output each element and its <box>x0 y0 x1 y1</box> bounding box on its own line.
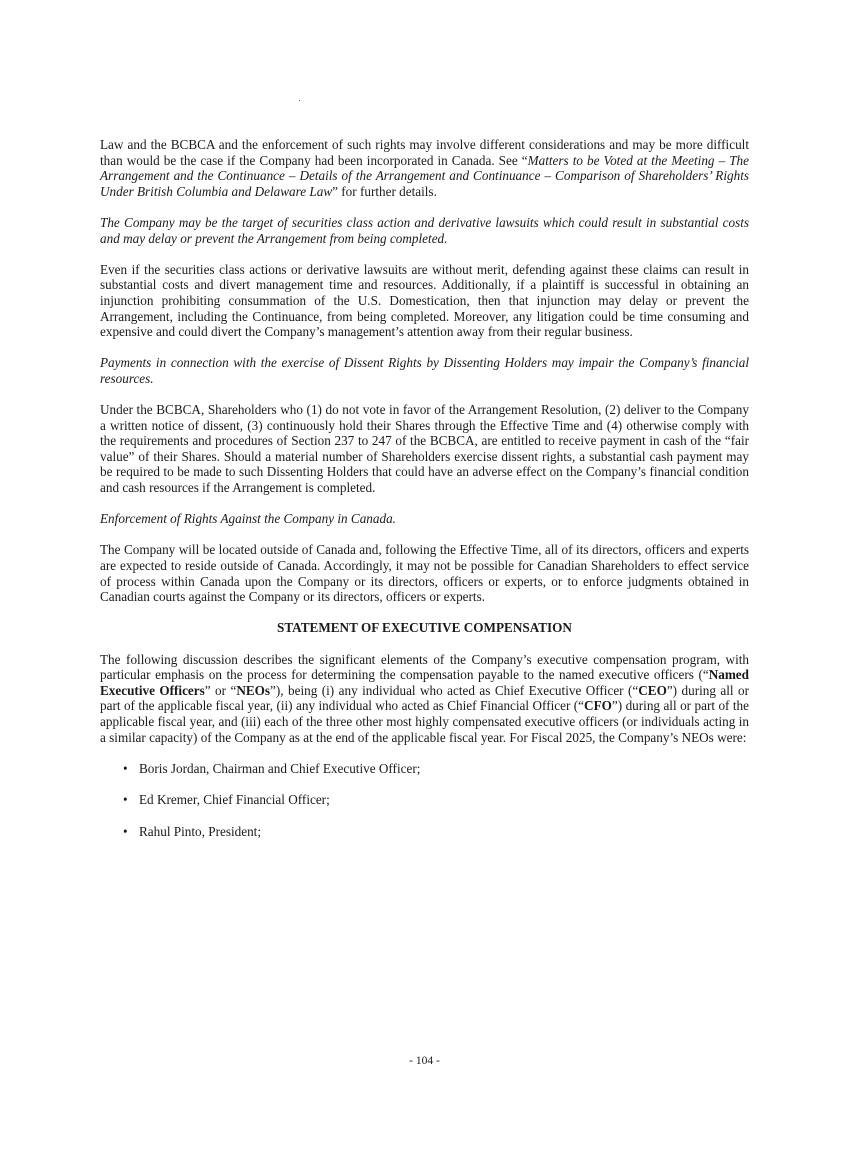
paragraph-laws-comparison: Law and the BCBCA and the enforcement of such rights may involve different considerations and may be more difficult than would be the case if the Company had been incorporated in Canada. See “Matters to be Voted at the Meeting – The Arrangement and the Continuance – Details of the Arrangement and Continuance – Comparison of Shareholders’ Rights Under British Columbia and Delaware Law” for further details. <box>100 137 749 199</box>
page-mark-dot <box>299 100 300 101</box>
bullet-icon: • <box>123 823 128 839</box>
risk-heading-enforcement: Enforcement of Rights Against the Company in Canada. <box>100 511 396 527</box>
page-number: - 104 - <box>409 1055 440 1067</box>
neo-list <box>100 761 749 840</box>
paragraph-executive-compensation: The following discussion describes the significant elements of the Company’s executive compensation program, with particular emphasis on the process for determining the compensation payable to the named executive officers (“Named Executive Officers” or “NEOs”), being (i) any individual who acted as Chief Executive Officer (“CEO”) during all or part of the applicable fiscal year, (ii) any individual who acted as Chief Financial Officer (“CFO”) during all or part of the applicable fiscal year, and (iii) each of the three other most highly compensated executive officers (or individuals acting in a similar capacity) of the Company as at the end of the applicable fiscal year. For Fiscal 2025, the Company’s NEOs were: <box>100 651 749 745</box>
document-page <box>100 137 749 856</box>
list-item: • Rahul Pinto, President; <box>123 823 261 839</box>
defined-term: CEO <box>638 682 667 698</box>
list-item: • Boris Jordan, Chairman and Chief Executive Officer; <box>123 760 421 776</box>
bullet-icon: • <box>123 792 128 808</box>
section-title: STATEMENT OF EXECUTIVE COMPENSATION <box>277 620 572 636</box>
paragraph-class-action: Even if the securities class actions or derivative lawsuits are without merit, defending against these claims can result in substantial costs and divert management time and resources. Additionally, if a plaintiff is successful in obtaining an injunction prohibiting consummation of the U.S. Domestication, then that injunction may delay or prevent the Arrangement, including the Continuance, from being completed. Moreover, any litigation could be time consuming and expensive and could divert the Company’s management’s attention away from their regular business. <box>100 261 749 340</box>
cross-reference: Matters to be Voted at the Meeting – The Arrangement and the Continuance – Details of the Arrangement and Continuance – Comparison of Shareholders’ Rights Under British Columbia and Delaware Law <box>100 152 749 199</box>
bullet-icon: • <box>123 760 128 776</box>
defined-term: CFO <box>584 698 612 714</box>
risk-heading-class-action: The Company may be the target of securities class action and derivative lawsuits which could result in substantial costs and may delay or prevent the Arrangement from being completed. <box>100 214 749 246</box>
risk-heading-dissent-rights: Payments in connection with the exercise of Dissent Rights by Dissenting Holders may impair the Company’s financial resources. <box>100 355 749 386</box>
defined-term: NEOs <box>236 682 271 698</box>
paragraph-dissent-rights: Under the BCBCA, Shareholders who (1) do not vote in favor of the Arrangement Resolution, (2) deliver to the Company a written notice of dissent, (3) continuously hold their Shares through the Effective Time and (4) otherwise comply with the requirements and procedures of Section 237 to 247 of the BCBCA, are entitled to receive payment in cash of the “fair value” of their Shares. Should a material number of Shareholders exercise dissent rights, a substantial cash payment may be required to be made to such Dissenting Holders that could have an adverse effect on the Company’s financial condition and cash resources if the Arrangement is completed. <box>100 402 749 496</box>
list-item: • Ed Kremer, Chief Financial Officer; <box>123 792 330 808</box>
defined-term: Named Executive Officers <box>100 667 749 698</box>
paragraph-enforcement: The Company will be located outside of Canada and, following the Effective Time, all of its directors, officers and experts are expected to reside outside of Canada. Accordingly, it may not be possible for Canadian Shareholders to effect service of process within Canada upon the Company or its directors, officers or experts, or to enforce judgments obtained in Canadian courts against the Company or its directors, officers or experts. <box>100 542 749 605</box>
